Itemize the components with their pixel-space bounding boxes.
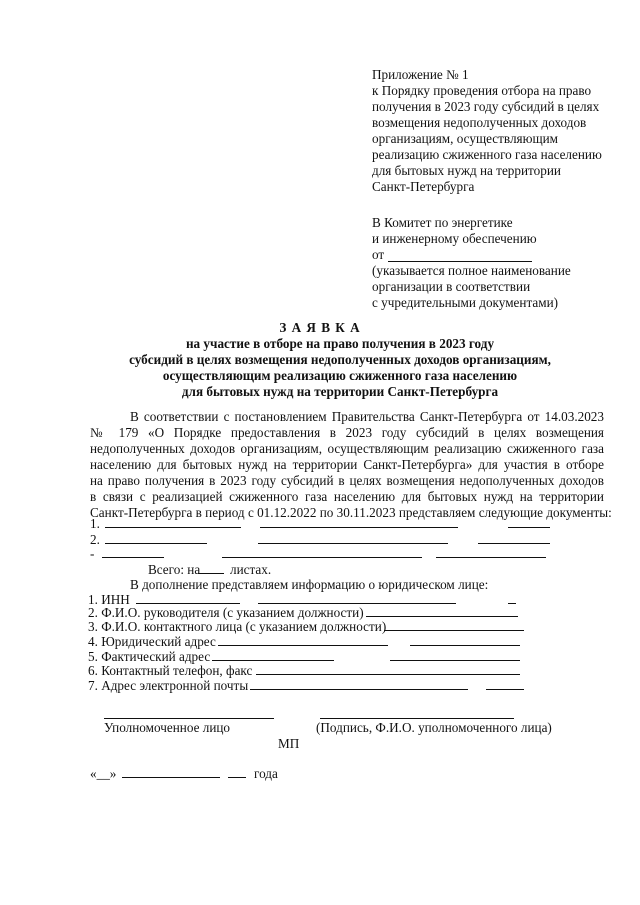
appendix-line: Санкт-Петербурга bbox=[372, 179, 475, 194]
paragraph-line: в связи с реализацией сжиженного газа населению для бытовых нужд на территории bbox=[90, 489, 604, 504]
doc-field[interactable] bbox=[222, 557, 422, 558]
appendix-line: для бытовых нужд на территории bbox=[372, 163, 561, 178]
inn-input[interactable] bbox=[258, 603, 456, 604]
appendix-title: Приложение № 1 bbox=[372, 67, 469, 82]
actual-address-input[interactable] bbox=[390, 660, 520, 661]
legal-address-input[interactable] bbox=[410, 645, 520, 646]
field-label-contact: 3. Ф.И.О. контактного лица (с указанием должности) bbox=[88, 619, 387, 634]
doc-field[interactable] bbox=[508, 527, 550, 528]
addressee-line: и инженерному обеспечению bbox=[372, 231, 537, 246]
title-line: осуществляющим реализацию сжиженного газа населению bbox=[162, 368, 518, 383]
from-field[interactable] bbox=[388, 261, 532, 262]
authorized-person-line[interactable] bbox=[104, 718, 274, 719]
doc-field[interactable] bbox=[260, 527, 458, 528]
field-label-email: 7. Адрес электронной почты bbox=[88, 678, 249, 693]
title-line: на участие в отборе на право получения в 2023 году bbox=[185, 336, 495, 351]
date-open-quote: « bbox=[90, 766, 97, 781]
from-label: от bbox=[372, 247, 385, 262]
doc-field[interactable] bbox=[102, 557, 164, 558]
field-label-director: 2. Ф.И.О. руководителя (с указанием должности) bbox=[88, 605, 364, 620]
addressee-hint: с учредительными документами) bbox=[372, 295, 559, 310]
inn-input[interactable] bbox=[136, 603, 240, 604]
field-label-inn: 1. ИНН bbox=[88, 592, 130, 607]
appendix-line: к Порядку проведения отбора на право bbox=[372, 83, 592, 98]
email-input[interactable] bbox=[486, 689, 524, 690]
year-word: года bbox=[254, 766, 278, 781]
contact-input[interactable] bbox=[384, 630, 524, 631]
doc-field[interactable] bbox=[258, 543, 448, 544]
date-close-quote: » bbox=[109, 766, 117, 781]
paragraph-line: населению для бытовых нужд на территории Санкт-Петербурга» для участия в отборе bbox=[90, 457, 604, 472]
doc-item-number: 2. bbox=[90, 532, 100, 547]
doc-item-number: - bbox=[90, 546, 95, 561]
actual-address-input[interactable] bbox=[212, 660, 334, 661]
authorized-person-label: Уполномоченное лицо bbox=[104, 720, 231, 735]
date-month-field[interactable] bbox=[122, 777, 220, 778]
paragraph-line: В соответствии с постановлением Правительства Санкт-Петербурга от 14.03.2023 bbox=[130, 409, 604, 424]
doc-field[interactable] bbox=[105, 543, 207, 544]
additional-info-label: В дополнение представляем информацию о юридическом лице: bbox=[130, 577, 489, 592]
field-label-actual-address: 5. Фактический адрес bbox=[88, 649, 211, 664]
doc-field[interactable] bbox=[105, 527, 241, 528]
paragraph-line: № 179 «О Порядке предоставления в 2023 году субсидий в целях возмещения bbox=[90, 425, 604, 440]
signature-caption: (Подпись, Ф.И.О. уполномоченного лица) bbox=[316, 720, 552, 735]
doc-item-number: 1. bbox=[90, 516, 100, 531]
date-year-field[interactable] bbox=[228, 777, 246, 778]
title-line: субсидий в целях возмещения недополученных доходов организациям, bbox=[129, 352, 551, 367]
field-label-legal-address: 4. Юридический адрес bbox=[88, 634, 216, 649]
date-row bbox=[90, 766, 116, 782]
total-prefix: Всего: на bbox=[148, 562, 201, 577]
addressee-hint: (указывается полное наименование bbox=[372, 263, 571, 278]
paragraph-line: недополученных доходов организациям, осуществляющим реализацию сжиженного газа bbox=[90, 441, 604, 456]
total-suffix: листах. bbox=[230, 562, 272, 577]
phone-input[interactable] bbox=[256, 674, 520, 675]
addressee-line: В Комитет по энергетике bbox=[372, 215, 513, 230]
doc-field[interactable] bbox=[436, 557, 546, 558]
field-label-phone: 6. Контактный телефон, факс bbox=[88, 663, 253, 678]
email-input[interactable] bbox=[250, 689, 468, 690]
title-heading: З А Я В К А bbox=[279, 320, 361, 335]
paragraph-line: Санкт-Петербурга в период с 01.12.2022 по 30.11.2023 представляем следующие документы: bbox=[90, 505, 612, 520]
title-line: для бытовых нужд на территории Санкт-Петербурга bbox=[181, 384, 499, 399]
appendix-line: получения в 2023 году субсидий в целях bbox=[372, 99, 600, 114]
appendix-line: организациям, осуществляющим bbox=[372, 131, 559, 146]
stamp-label: МП bbox=[278, 736, 300, 751]
date-day-field[interactable]: __ bbox=[96, 766, 110, 781]
signature-line[interactable] bbox=[320, 718, 514, 719]
addressee-hint: организации в соответствии bbox=[372, 279, 531, 294]
paragraph-line: на право получения в 2023 году субсидий в целях возмещения недополученных доходов bbox=[90, 473, 604, 488]
total-sheets-field[interactable] bbox=[198, 573, 224, 574]
legal-address-input[interactable] bbox=[218, 645, 388, 646]
doc-field[interactable] bbox=[478, 543, 550, 544]
appendix-line: возмещения недополученных доходов bbox=[372, 115, 587, 130]
director-input[interactable] bbox=[366, 616, 518, 617]
inn-input[interactable] bbox=[508, 603, 516, 604]
appendix-line: реализацию сжиженного газа населению bbox=[372, 147, 602, 162]
